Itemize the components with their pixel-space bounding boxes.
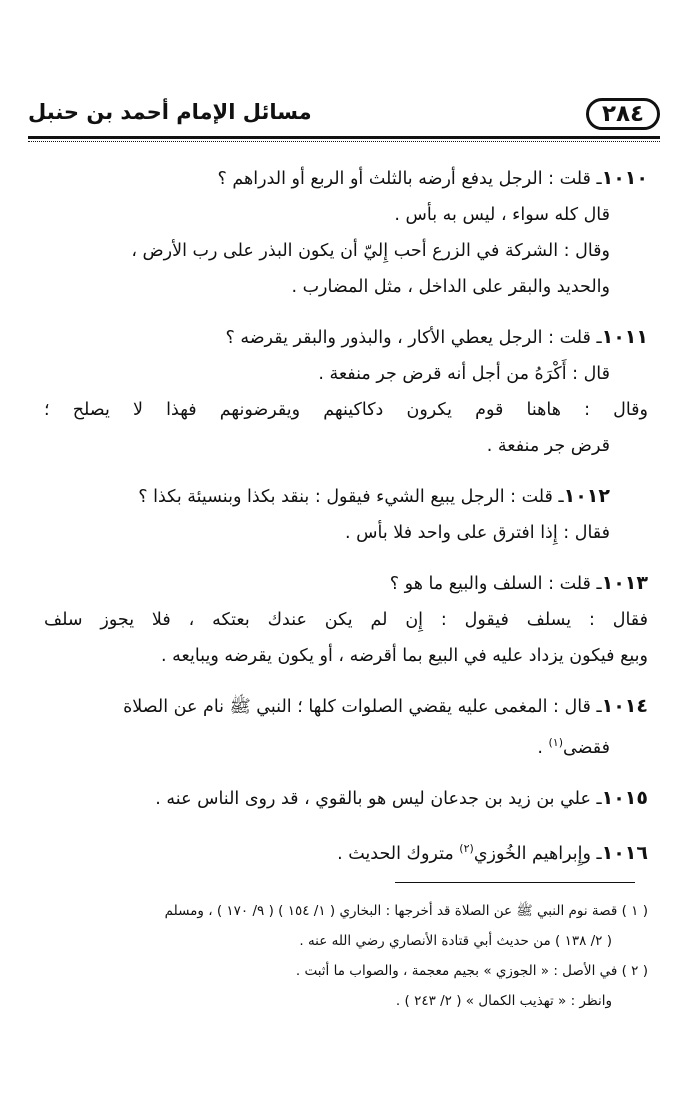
entry-number: ١٠١٤ [601, 695, 648, 717]
entry-text: ـ قلت : السلف والبيع ما هو ؟ [389, 574, 602, 594]
entry-1015 [44, 780, 648, 817]
entry-first-line [44, 831, 648, 872]
entry-first-line [44, 780, 648, 817]
entry-line: قال كله سواء ، ليس به بأس . [394, 205, 610, 225]
entry-tail: متروك الحديث . [337, 843, 460, 864]
entry-text: ـ قلت : الرجل يدفع أرضه بالثلث أو الربع أو الدراهم ؟ [217, 169, 602, 189]
entry-line [44, 725, 648, 766]
entry-number: ١٠١٠ [601, 167, 648, 189]
entry-text: ـ وإِبراهيم الخُوزي [473, 843, 602, 864]
body-text [44, 160, 648, 886]
entry-number: ١٠١٦ [601, 841, 648, 864]
entry-number: ١٠١١ [601, 326, 648, 348]
entry-line: فقال : يسلف فيقول : إِن لم يكن عندك بعتكه ، فلا يجوز سلف [44, 610, 648, 630]
footnote-line: ( ١ ) قصة نوم النبي ﷺ عن الصلاة قد أخرجها : البخاري ( ١/ ١٥٤ ) ( ٩/ ١٧٠ ) ، ومسلم [164, 903, 648, 919]
footnote-divider [395, 882, 635, 883]
entry-number: ١٠١٣ [601, 572, 648, 594]
entry-line: وبيع فيكون يزداد عليه في البيع بما أقرضه ، أو يكون يقرضه ويبايعه . [161, 646, 648, 666]
entry-first-line [44, 478, 648, 515]
entry-1016 [44, 831, 648, 872]
entry-line: قال : أَكْرَهُ من أجل أنه قرض جر منفعة . [318, 364, 610, 384]
footnote-line: ( ٢/ ١٣٨ ) من حديث أبي قتادة الأنصاري رضي الله عنه . [299, 933, 612, 949]
page-header [28, 98, 660, 142]
entry-text: ـ قلت : الرجل يعطي الأكار ، والبذور والبقر يقرضه ؟ [225, 328, 602, 348]
footnote-mark[interactable]: (١) [548, 736, 564, 749]
entry-first-line [44, 319, 648, 356]
entry-text: ـ علي بن زيد بن جدعان ليس هو بالقوي ، قد روى الناس عنه . [155, 788, 602, 809]
entry-text: ـ قلت : الرجل يبيع الشيء فيقول : بنقد بكذا وبنسيئة بكذا ؟ [138, 487, 564, 507]
entry-line: فقال : إِذا افترق على واحد فلا بأس . [345, 523, 610, 543]
entry-first-line [44, 688, 648, 725]
entry-number: ١٠١٢ [563, 485, 610, 507]
entry-line: وقال : الشركة في الزرع أحب إِليّ أن يكون البذر على رب الأرض ، [131, 241, 610, 261]
page-number: ٢٨٤ [586, 98, 660, 130]
entry-1011 [44, 319, 648, 464]
entry-line: قرض جر منفعة . [486, 436, 610, 456]
footnotes [44, 896, 648, 1016]
entry-1013 [44, 565, 648, 674]
entry-number: ١٠١٥ [601, 786, 648, 809]
header-dotted-rule [28, 141, 660, 142]
entry-text: فقضى [563, 737, 610, 758]
book-title: مسائل الإمام أحمد بن حنبل [28, 100, 312, 124]
entry-text: ـ قال : المغمى عليه يقضي الصلوات كلها ؛ النبي ﷺ نام عن الصلاة [123, 697, 602, 717]
entry-first-line [44, 160, 648, 197]
entry-first-line [44, 565, 648, 602]
header-rule [28, 136, 660, 139]
footnote-mark[interactable]: (٢) [459, 841, 474, 855]
footnote-line: ( ٢ ) في الأصل : « الجوزي » بجيم معجمة ، والصواب ما أثبت . [295, 963, 648, 979]
entry-tail: . [537, 737, 549, 758]
entry-line: وقال : هاهنا قوم يكرون دكاكينهم ويقرضونهم فهذا لا يصلح ؛ [44, 400, 648, 420]
entry-1010 [44, 160, 648, 305]
entry-1012 [44, 478, 648, 551]
entry-line: والحديد والبقر على الداخل ، مثل المضارب . [291, 277, 610, 297]
entry-1014 [44, 688, 648, 766]
footnote-line: وانظر : « تهذيب الكمال » ( ٢/ ٢٤٣ ) . [395, 993, 612, 1009]
